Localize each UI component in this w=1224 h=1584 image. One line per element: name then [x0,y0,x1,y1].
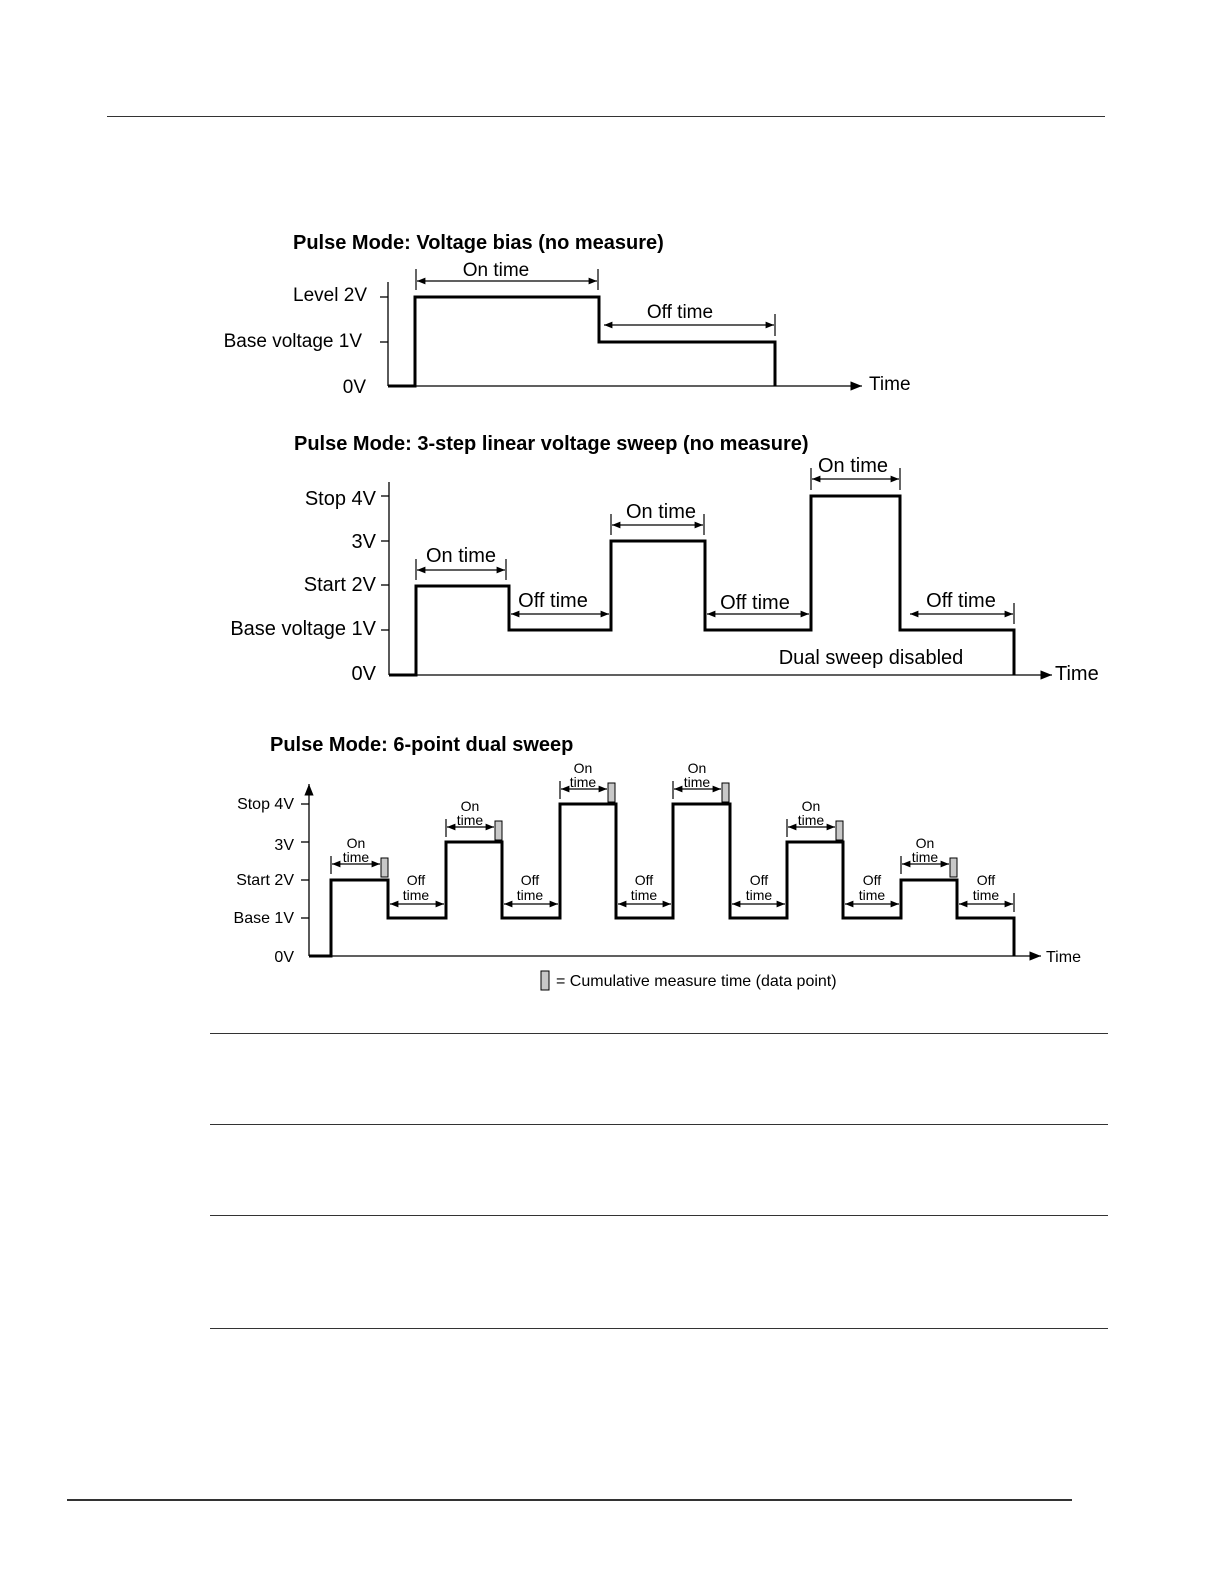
voltage-bias-diagram [224,232,911,398]
on-word: On [687,760,707,776]
measure-marker [836,821,843,840]
pulse-waveform [388,297,775,386]
time-word: time [630,887,658,903]
measure-marker [722,783,729,802]
time-word: time [456,812,484,828]
measure-marker [950,858,957,877]
on-word: On [460,798,480,814]
x-axis-label: Time [1055,663,1099,685]
dual-sweep-note: Dual sweep disabled [778,647,964,669]
off-word: Off [520,872,540,888]
y-label-base: Base voltage 1V [230,618,376,640]
legend-text: = Cumulative measure time (data point) [556,973,837,990]
time-word: time [569,774,597,790]
on-time-label: On time [625,501,697,523]
off-time-label: Off time [926,590,996,612]
linear-sweep-diagram [230,433,1098,685]
on-word: On [915,835,935,851]
off-time-label: Off time [646,302,714,323]
y-label-base: Base 1V [233,910,294,927]
off-word: Off [749,872,769,888]
off-word: Off [634,872,654,888]
measure-marker [381,858,388,877]
y-label-zero: 0V [274,949,294,966]
y-label-3v: 3V [274,837,294,854]
off-word: Off [406,872,426,888]
time-word: time [911,849,939,865]
time-word: time [342,849,370,865]
off-time-label: Off time [518,590,588,612]
x-axis-label: Time [1046,949,1081,966]
time-word: time [858,887,886,903]
time-word: time [972,887,1000,903]
y-label-base: Base voltage 1V [223,331,362,352]
time-word: time [402,887,430,903]
on-word: On [346,835,366,851]
y-label-3v: 3V [351,531,376,553]
x-axis-label: Time [869,374,911,395]
on-time-label: On time [817,455,889,477]
off-time-label: Off time [720,592,790,614]
time-word: time [797,812,825,828]
dual-sweep-diagram [234,734,1082,990]
dual-sweep-title: Pulse Mode: 6-point dual sweep [270,734,574,756]
y-label-level: Level 2V [293,285,367,306]
y-label-zero: 0V [342,377,366,398]
y-label-stop: Stop 4V [304,488,376,510]
voltage-bias-title: Pulse Mode: Voltage bias (no measure) [293,232,664,254]
y-label-start: Start 2V [303,574,376,596]
legend-measure-marker [541,971,549,990]
on-time-label: On time [462,260,530,281]
linear-sweep-title: Pulse Mode: 3-step linear voltage sweep (no measure) [294,433,809,455]
time-word: time [745,887,773,903]
time-word: time [516,887,544,903]
time-word: time [683,774,711,790]
y-label-start: Start 2V [236,872,294,889]
on-word: On [801,798,821,814]
on-word: On [573,760,593,776]
measure-marker [495,821,502,840]
off-word: Off [976,872,996,888]
off-word: Off [862,872,882,888]
y-label-zero: 0V [351,663,376,685]
measure-marker [608,783,615,802]
on-time-label: On time [425,545,497,567]
y-label-stop: Stop 4V [237,796,294,813]
